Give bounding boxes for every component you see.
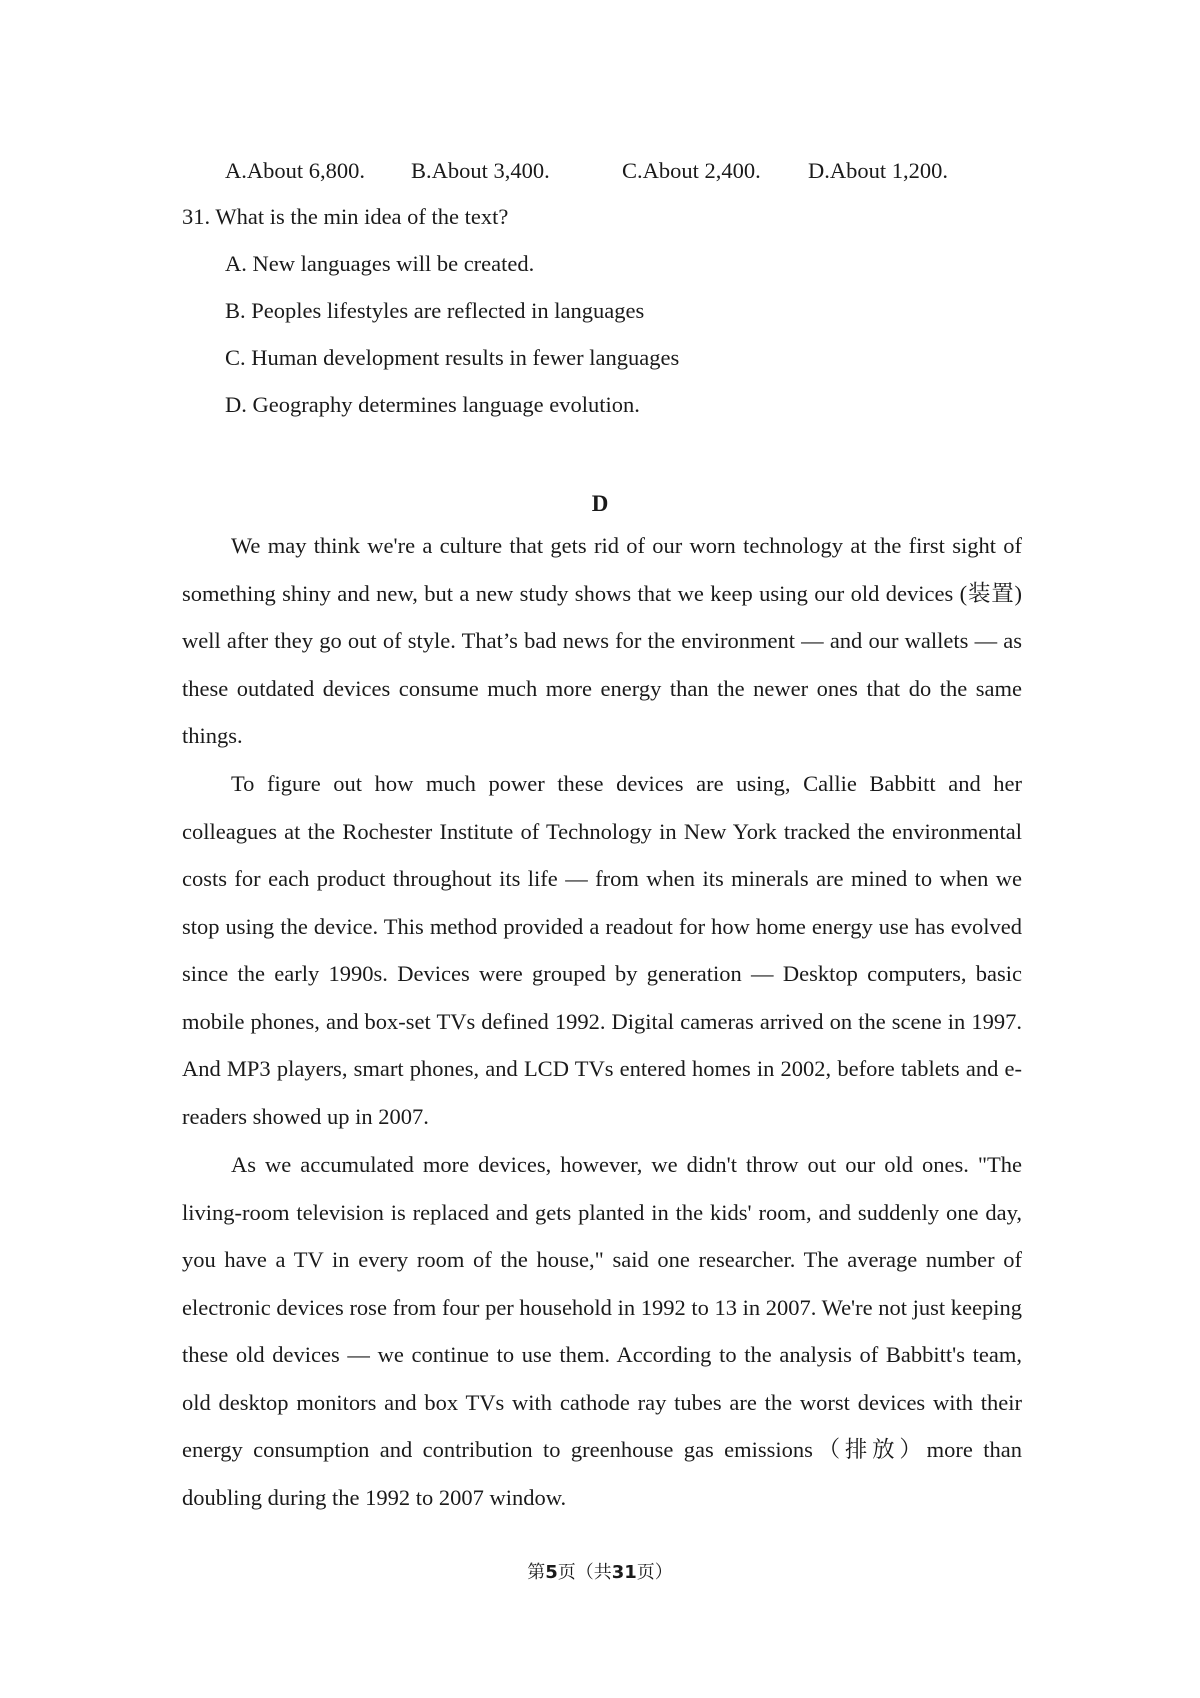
option-a: A.About 6,800.	[225, 158, 365, 183]
footer-middle: 页（共	[557, 1562, 612, 1583]
question-30-options	[0, 158, 1200, 184]
passage-paragraph-3: As we accumulated more devices, however, we didn't throw out our old ones. "The living-room television is replaced and gets planted in the kids' room, and suddenly one day, you have a TV in every room of the house," said one researcher. The average number of electronic devices rose from four per household in 1992 to 13 in 2007. We're not just keeping these old devices — we continue to use them. According to the analysis of Babbitt's team, old desktop monitors and box TVs with cathode ray tubes are the worst devices with their energy consumption and contribution to greenhouse gas emissions（排放）more than doubling during the 1992 to 2007 window.	[182, 1152, 1022, 1510]
question-31-option-c: C. Human development results in fewer languages	[225, 345, 680, 370]
footer-suffix: 页）	[636, 1562, 673, 1583]
option-b: B.About 3,400.	[411, 158, 550, 183]
option-d: D.About 1,200.	[808, 158, 948, 183]
footer-total-pages: 31	[611, 1562, 637, 1583]
footer-page-number: 5	[545, 1562, 558, 1583]
question-31-option-a: A. New languages will be created.	[225, 251, 535, 276]
question-31-option-d: D. Geography determines language evolution.	[225, 392, 640, 417]
section-heading: D	[591, 491, 609, 516]
passage-paragraph-1: We may think we're a culture that gets rid of our worn technology at the first sight of something shiny and new, but a new study shows that we keep using our old devices (装置) well after they go out of style. That’s bad news for the environment — and our wallets — as these outdated devices consume much more energy than the newer ones that do the same things.	[182, 533, 1022, 748]
question-31-option-b: B. Peoples lifestyles are reflected in languages	[225, 298, 645, 323]
page-footer	[0, 1558, 1200, 1584]
footer-prefix: 第	[527, 1562, 546, 1583]
option-c: C.About 2,400.	[622, 158, 761, 183]
passage-paragraph-2: To figure out how much power these devices are using, Callie Babbitt and her colleagues at the Rochester Institute of Technology in New York tracked the environmental costs for each product throughout its life — from when its minerals are mined to when we stop using the device. This method provided a readout for how home energy use has evolved since the early 1990s. Devices were grouped by generation — Desktop computers, basic mobile phones, and box-set TVs defined 1992. Digital cameras arrived on the scene in 1997. And MP3 players, smart phones, and LCD TVs entered homes in 2002, before tablets and e-readers showed up in 2007.	[182, 771, 1022, 1129]
question-31-stem: 31. What is the min idea of the text?	[182, 204, 509, 229]
